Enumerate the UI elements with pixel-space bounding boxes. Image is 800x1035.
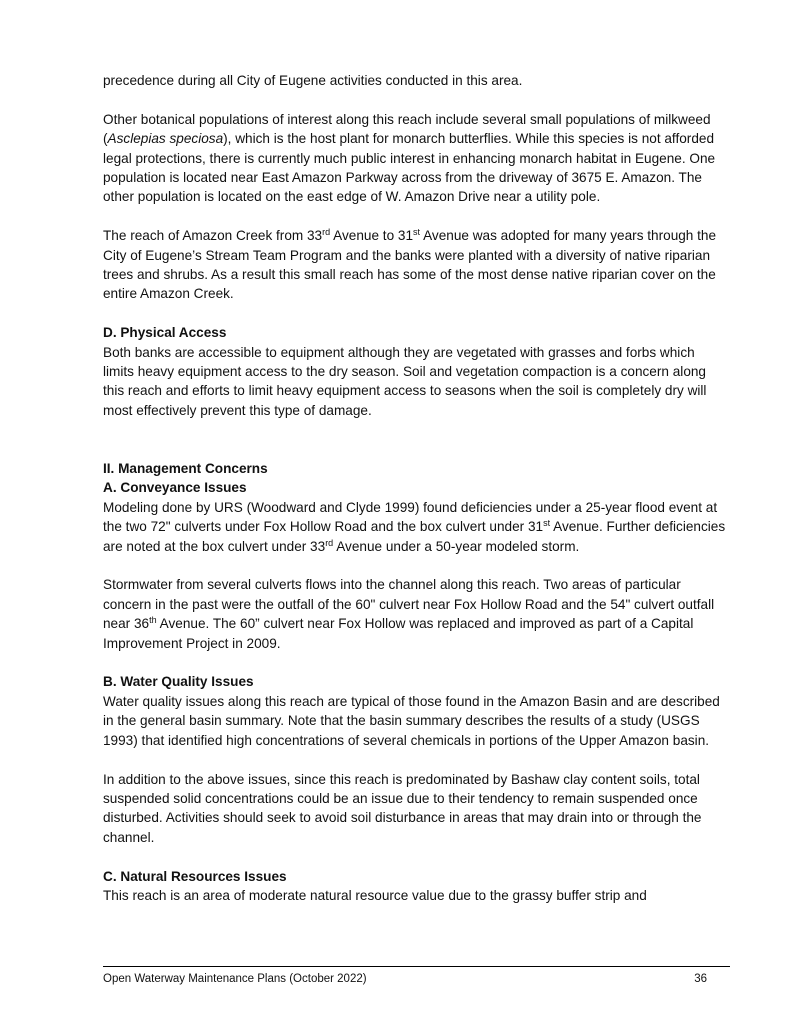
paragraph-conveyance-stormwater: Stormwater from several culverts flows into the channel along this reach. Two areas of particular concern in the past were the outfall of the 60" culvert near Fox Hollow Road and the 54" culvert outfall near 36th Avenue. The 60” culvert near Fox Hollow was replaced and improved as part of a Capital Improvement Project in 2009. bbox=[103, 577, 715, 651]
paragraph-water-quality-2: In addition to the above issues, since this reach is predominated by Bashaw clay content soils, total suspended solid concentrations could be an issue due to their tendency to remain suspended once disturbed. Activities should seek to avoid soil disturbance in areas that may drain into or through the channel. bbox=[103, 771, 702, 845]
heading-natural-resources: C. Natural Resources Issues bbox=[103, 868, 287, 884]
heading-conveyance-issues: A. Conveyance Issues bbox=[103, 480, 247, 496]
heading-management-concerns: II. Management Concerns bbox=[103, 461, 268, 477]
paragraph-botanical-populations: Other botanical populations of interest along this reach include several small populations of milkweed (Asclepias speciosa), which is the host plant for monarch butterflies. While this species is not afforded legal protections, there is currently much public interest in enhancing monarch habitat in Eugene. One population is located near East Amazon Parkway across from the driveway of 3675 E. Amazon. The other population is located on the east edge of W. Amazon Drive near a utility pole. bbox=[103, 111, 716, 205]
paragraph-stream-team: The reach of Amazon Creek from 33rd Avenue to 31st Avenue was adopted for many years through the City of Eugene’s Stream Team Program and the banks were planted with a diversity of native riparian trees and shrubs. As a result this small reach has some of the most dense native riparian cover on the entire Amazon Creek. bbox=[103, 227, 717, 302]
paragraph-physical-access: Both banks are accessible to equipment although they are vegetated with grasses and forbs which limits heavy equipment access to the dry season. Soil and vegetation compaction is a concern along this reach and efforts to limit heavy equipment access to seasons when the soil is completely dry will most effectively prevent this type of damage. bbox=[103, 344, 707, 418]
paragraph-water-quality-1: Water quality issues along this reach are typical of those found in the Amazon Basin and are described in the general basin summary. Note that the basin summary describes the results of a study (USGS 1993) that identified high concentrations of several chemicals in portions of the Upper Amazon basin. bbox=[103, 693, 720, 748]
paragraph-natural-resources: This reach is an area of moderate natural resource value due to the grassy buffer strip and bbox=[103, 887, 647, 903]
footer-rule bbox=[103, 966, 730, 967]
paragraph-precedence: precedence during all City of Eugene activities conducted in this area. bbox=[103, 73, 523, 88]
page-number: 36 bbox=[694, 973, 707, 985]
heading-physical-access: D. Physical Access bbox=[103, 325, 227, 341]
spacer bbox=[103, 440, 728, 459]
heading-water-quality: B. Water Quality Issues bbox=[103, 674, 254, 690]
species-name: Asclepias speciosa bbox=[107, 131, 224, 147]
page-footer bbox=[103, 973, 707, 985]
document-body bbox=[103, 71, 728, 925]
footer-title: Open Waterway Maintenance Plans (October 2022) bbox=[103, 973, 367, 985]
paragraph-conveyance-modeling: Modeling done by URS (Woodward and Clyde 1999) found deficiencies under a 25-year flood event at the two 72" culverts under Fox Hollow Road and the box culvert under 31st Avenue. Further deficiencies are noted at the box culvert under 33rd Avenue under a 50-year modeled storm. bbox=[103, 499, 726, 554]
